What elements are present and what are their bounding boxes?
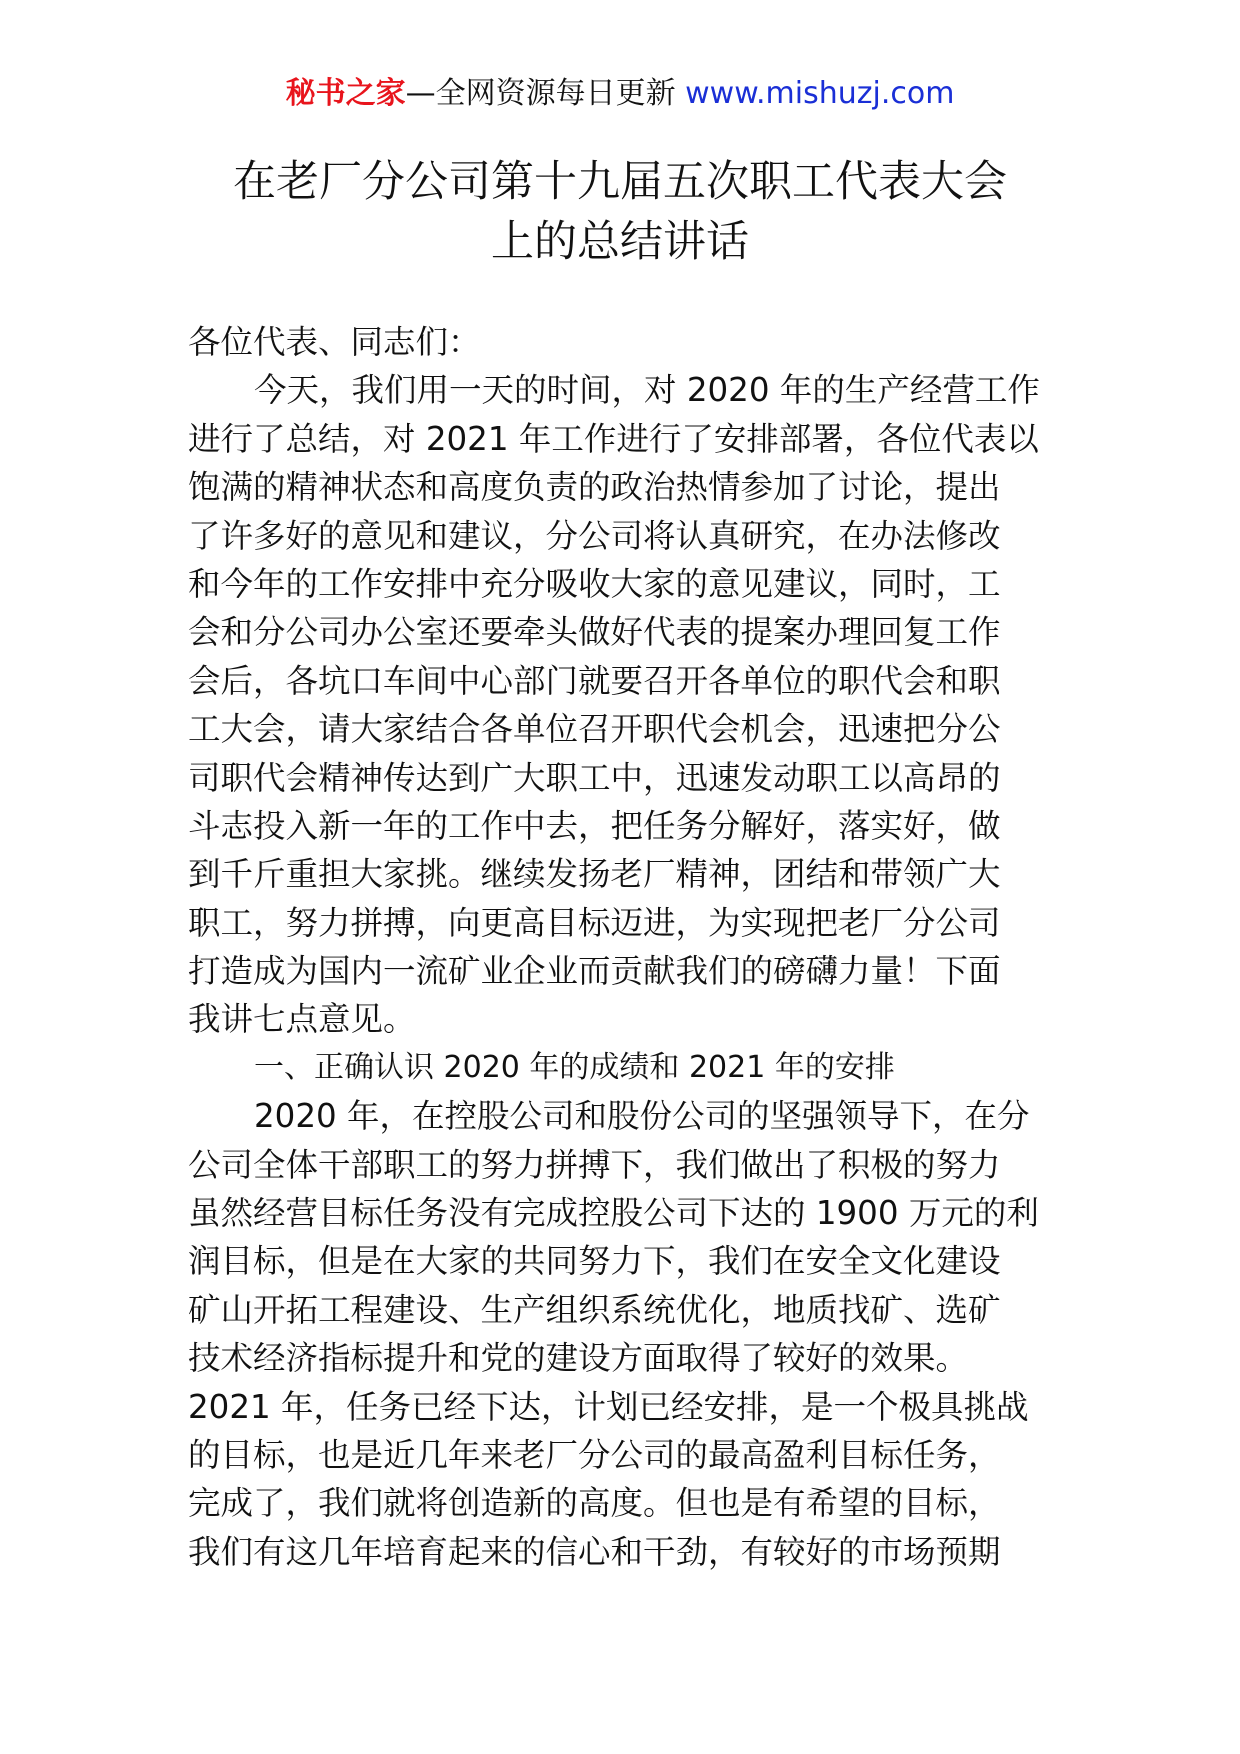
salutation: 各位代表、同志们： bbox=[188, 323, 481, 361]
body-line: 矿山开拓工程建设、生产组织系统优化，地质找矿、选矿 bbox=[188, 1290, 1001, 1329]
body-line: 2021 年，任务已经下达，计划已经安排，是一个极具挑战 bbox=[188, 1387, 1029, 1426]
body-line: 进行了总结，对 2021 年工作进行了安排部署，各位代表以 bbox=[188, 419, 1039, 458]
body-line: 斗志投入新一年的工作中去，把任务分解好，落实好，做 bbox=[188, 806, 1001, 845]
body-line: 我们有这几年培育起来的信心和干劲，有较好的市场预期 bbox=[188, 1532, 1001, 1571]
site-header bbox=[0, 74, 1240, 114]
body-line: 职工，努力拼搏，向更高目标迈进，为实现把老厂分公司 bbox=[188, 903, 1001, 942]
body-line: 了许多好的意见和建议，分公司将认真研究，在办法修改 bbox=[188, 516, 1001, 555]
body-line: 会和分公司办公室还要牵头做好代表的提案办理回复工作 bbox=[188, 613, 1001, 652]
body-line: 打造成为国内一流矿业企业而贡献我们的磅礴力量！下面 bbox=[188, 952, 1001, 991]
body-line: 饱满的精神状态和高度负责的政治热情参加了讨论，提出 bbox=[188, 468, 1001, 507]
body-line: 润目标，但是在大家的共同努力下，我们在安全文化建设 bbox=[188, 1242, 1001, 1281]
body-line: 2020 年，在控股公司和股份公司的坚强领导下，在分 bbox=[254, 1097, 1030, 1136]
body-line: 工大会，请大家结合各单位召开职代会机会，迅速把分公 bbox=[188, 710, 1001, 749]
body-line: 司职代会精神传达到广大职工中，迅速发动职工以高昂的 bbox=[188, 758, 1001, 797]
site-url-link[interactable]: www.mishuzj.com bbox=[685, 76, 955, 111]
body-line: 公司全体干部职工的努力拼搏下，我们做出了积极的努力 bbox=[188, 1145, 1001, 1184]
body-line: 到千斤重担大家挑。继续发扬老厂精神，团结和带领广大 bbox=[188, 855, 1001, 894]
body-line: 我讲七点意见。 bbox=[188, 1000, 416, 1039]
section-heading: 一、正确认识 2020 年的成绩和 2021 年的安排 bbox=[254, 1049, 895, 1085]
document-body bbox=[188, 318, 1068, 1576]
body-line: 和今年的工作安排中充分吸收大家的意见建议，同时，工 bbox=[188, 564, 1001, 603]
body-line: 完成了，我们就将创造新的高度。但也是有希望的目标， bbox=[188, 1484, 1001, 1523]
site-tagline: —全网资源每日更新 bbox=[405, 76, 676, 111]
site-brand: 秘书之家 bbox=[285, 76, 406, 111]
body-line: 虽然经营目标任务没有完成控股公司下达的 1900 万元的利 bbox=[188, 1194, 1039, 1233]
document-title bbox=[160, 152, 1080, 272]
title-line-1: 在老厂分公司第十九届五次职工代表大会 bbox=[233, 157, 1007, 207]
title-line-2: 上的总结讲话 bbox=[491, 217, 749, 267]
body-line: 今天，我们用一天的时间，对 2020 年的生产经营工作 bbox=[254, 371, 1040, 410]
body-line: 会后，各坑口车间中心部门就要召开各单位的职代会和职 bbox=[188, 661, 1001, 700]
body-line: 的目标，也是近几年来老厂分公司的最高盈利目标任务， bbox=[188, 1435, 1001, 1474]
body-line: 技术经济指标提升和党的建设方面取得了较好的效果。 bbox=[188, 1339, 969, 1378]
